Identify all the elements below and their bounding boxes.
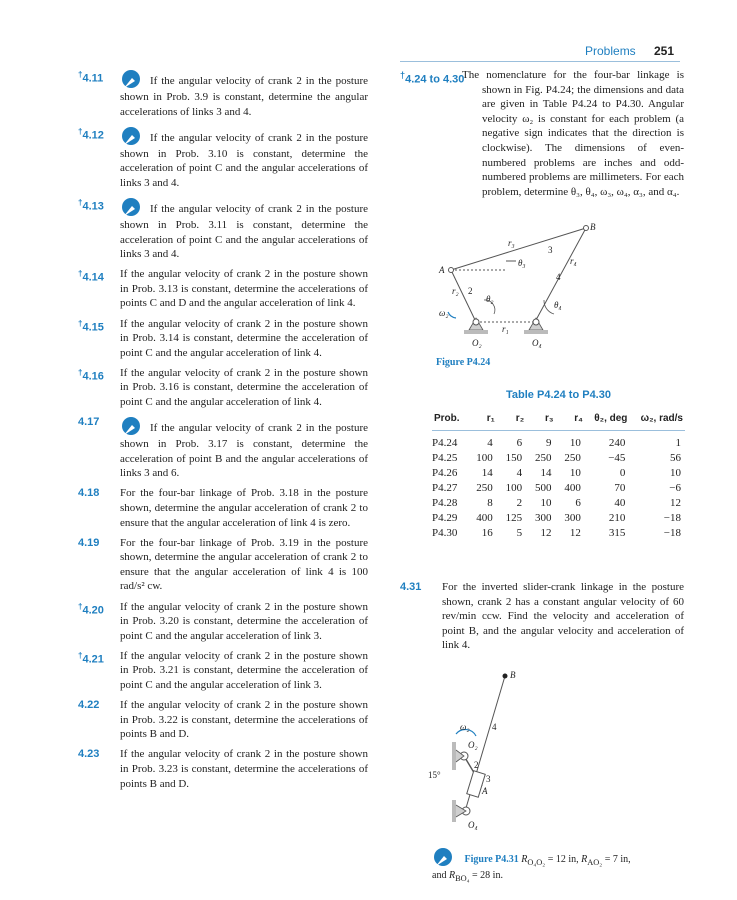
table-cell: 6 — [516, 437, 523, 449]
table-row — [432, 431, 685, 451]
running-head-section: Problems — [585, 44, 636, 58]
problem-4-14 — [78, 267, 368, 311]
problem-number: 4.18 — [78, 487, 100, 500]
problem-number: †4.11 — [78, 70, 104, 85]
table-cell: 125 — [505, 512, 523, 524]
problem-text: If the angular velocity of crank 2 in the posture shown in Prob. 3.20 is constant, determine the acceleration of point C and the angular acceleration of link 3. — [120, 600, 368, 642]
problem-number: †4.15 — [78, 318, 104, 334]
table-cell: 0 — [619, 467, 626, 479]
joint-b-icon — [584, 226, 589, 231]
label-link4: 4 — [556, 272, 561, 282]
problem-text: For the four-bar linkage of Prob. 3.18 in the posture shown, determine the angular acceleration of crank 2 to ensure that the angular acceleration of link 4 is zero. — [120, 487, 368, 529]
label-b: B — [590, 222, 596, 232]
problem-number: †4.21 — [78, 650, 104, 666]
point-b-icon — [503, 674, 508, 679]
table-row — [432, 466, 685, 481]
column-header: Prob. — [432, 409, 467, 431]
table-cell: 1 — [675, 437, 681, 449]
table-cell: 300 — [564, 512, 581, 524]
ground-pivot-o4-icon — [524, 318, 548, 334]
label-a: A — [439, 265, 445, 275]
label-link4: 4 — [492, 722, 497, 732]
table-cell: P4.30 — [432, 527, 458, 539]
table-cell: P4.24 — [432, 437, 458, 449]
table-cell: 4 — [516, 467, 523, 479]
web-resource-icon — [120, 415, 142, 437]
column-header: r₁ — [467, 409, 496, 431]
table-cell: 12 — [569, 527, 581, 539]
problem-4-31 — [400, 580, 684, 653]
ground-pivot-o2-icon — [452, 742, 468, 770]
figure-p4-31-inverted-slider-crank — [420, 668, 560, 843]
table-cell: 16 — [481, 527, 493, 539]
label-theta2: θ₂ — [486, 294, 494, 304]
table-cell: −18 — [663, 512, 681, 524]
web-resource-icon — [120, 68, 142, 90]
column-header: r₃ — [526, 409, 555, 431]
table-cell: 4 — [487, 437, 493, 449]
column-header: θ₂, deg — [585, 409, 630, 431]
label-omega2: ω₂ — [460, 722, 470, 732]
label-r3: r₃ — [508, 238, 515, 248]
problem-number: 4.22 — [78, 699, 100, 712]
problem-text: If the angular velocity of crank 2 in the posture shown in Prob. 3.10 is constant, determine the acceleration of point C and the angular accelerations of links 3 and 4. — [120, 125, 368, 191]
table-row — [432, 481, 685, 496]
table-cell: 100 — [476, 452, 493, 464]
problem-text: If the angular velocity of crank 2 in the posture shown in Prob. 3.22 is constant, determine the accelerations of points B and D. — [120, 699, 368, 741]
label-r1: r₁ — [502, 324, 509, 334]
table-cell: P4.26 — [432, 467, 458, 479]
table-cell: P4.29 — [432, 512, 458, 524]
problem-4-19 — [78, 536, 368, 594]
data-table — [432, 409, 685, 541]
problem-4-12 — [78, 125, 368, 191]
label-link3: 3 — [486, 774, 491, 784]
table-body — [432, 431, 685, 541]
table-cell: P4.27 — [432, 482, 458, 494]
label-angle: 15° — [428, 770, 441, 780]
label-o4: O₄ — [468, 820, 478, 830]
table-cell: P4.28 — [432, 497, 458, 509]
table-cell: 8 — [487, 497, 493, 509]
problem-4-23 — [78, 747, 368, 791]
left-column-problems — [78, 68, 368, 797]
table-cell: 400 — [476, 512, 493, 524]
page-number: 251 — [654, 44, 675, 58]
problem-4-21 — [78, 649, 368, 693]
problem-number: †4.12 — [78, 126, 104, 142]
table-cell: 315 — [608, 527, 626, 539]
problem-4-24-to-4-30 — [400, 68, 684, 199]
problem-text: If the angular velocity of crank 2 in the posture shown in Prob. 3.14 is constant, determine the acceleration of point C and the angular acceleration of link 4. — [120, 317, 368, 359]
problem-number: 4.23 — [78, 748, 100, 761]
web-resource-icon — [120, 125, 142, 147]
table-cell: −18 — [663, 527, 681, 539]
table-cell: 5 — [516, 527, 523, 539]
figure-caption: Figure P4.24 — [436, 357, 491, 368]
problem-text: For the four-bar linkage of Prob. 3.19 in the posture shown, determine the angular acceleration of crank 2 to ensure that the angular acceleration of link 4 is 100 rad/s² cw. — [120, 536, 368, 593]
table-cell: 2 — [516, 497, 523, 509]
problem-text: The nomenclature for the four-bar linkage is shown in Fig. P4.24; the dimensions and data are given in Table P4.24 to P4.30. Angular velocity ω₂ is constant for each problem (a negative sign indicates that the direction is clockwise). The dimensions of even-numbered problems are inches and odd-numbered problems are millimeters. For each problem, determine θ₃, θ₄, ω₃, ω₄, α₃, and α₄. — [462, 69, 684, 198]
problem-text: If the angular velocity of crank 2 in the posture shown in Prob. 3.9 is constant, determine the angular accelerations of links 3 and 4. — [120, 68, 368, 119]
problem-number: †4.16 — [78, 367, 104, 383]
problem-4-11 — [78, 68, 368, 119]
label-theta3: θ₃ — [518, 258, 526, 268]
link-2 — [451, 270, 476, 322]
problem-text: For the inverted slider-crank linkage in the posture shown, crank 2 has a constant angular velocity of 60 rev/min ccw. Find the velocity and acceleration of point B, and the angular velocity and acceleration of link 4. — [442, 581, 684, 652]
table-cell: 150 — [505, 452, 523, 464]
table-cell: 70 — [614, 482, 626, 494]
problem-text: If the angular velocity of crank 2 in the posture shown in Prob. 3.21 is constant, determine the acceleration of point C and the angular acceleration of link 3. — [120, 649, 368, 691]
figure-label: Figure P4.31 — [464, 854, 519, 865]
table-cell: 9 — [546, 437, 552, 449]
table-cell: 12 — [670, 497, 681, 509]
label-a: A — [482, 786, 488, 796]
table-cell: 12 — [540, 527, 552, 539]
omega-2-arrow-icon — [448, 312, 456, 318]
caption-math: $R_{O_4O_2} = 12$ in, $R_{AO_2} = 7$ in, and $R_{BO_4} = 28$ in. — [432, 854, 631, 883]
problem-number: 4.31 — [400, 581, 422, 593]
table-cell: 250 — [476, 482, 493, 494]
label-link2: 2 — [468, 286, 473, 296]
table-header-row — [432, 409, 685, 431]
table-title: Table P4.24 to P4.30 — [506, 389, 611, 401]
problem-text: If the angular velocity of crank 2 in the posture shown in Prob. 3.11 is constant, determine the acceleration of point C and the angular accelerations of links 3 and 4. — [120, 196, 368, 262]
problem-number: †4.20 — [78, 601, 104, 617]
table-cell: 56 — [670, 452, 681, 464]
table-row — [432, 451, 685, 466]
problem-text: If the angular velocity of crank 2 in the posture shown in Prob. 3.13 is constant, determine the accelerations of points C and D and the angular acceleration of link 4. — [120, 268, 368, 310]
table-cell: −6 — [669, 482, 681, 494]
label-link3: 3 — [548, 245, 553, 255]
problem-4-20 — [78, 600, 368, 644]
table-cell: 10 — [569, 467, 581, 479]
table-cell: 6 — [575, 497, 581, 509]
problem-4-17 — [78, 415, 368, 481]
table-cell: 250 — [564, 452, 581, 464]
problem-number: 4.17 — [78, 416, 100, 429]
ground-pivot-o2-icon — [464, 318, 488, 334]
label-link2: 2 — [474, 760, 479, 770]
label-o2: O₂ — [472, 338, 482, 348]
column-header: ω₂, rad/s — [629, 409, 685, 431]
problem-4-22 — [78, 698, 368, 742]
table-cell: 400 — [564, 482, 581, 494]
table-row — [432, 496, 685, 511]
column-header: r₂ — [497, 409, 526, 431]
table-cell: 500 — [535, 482, 552, 494]
label-theta4: θ₄ — [554, 300, 562, 310]
table-cell: 10 — [670, 467, 681, 479]
table-cell: 300 — [535, 512, 552, 524]
problem-text: If the angular velocity of crank 2 in the posture shown in Prob. 3.17 is constant, determine the acceleration of point B and the angular accelerations of links 3 and 6. — [120, 415, 368, 481]
problem-4-15 — [78, 317, 368, 361]
table-cell: 210 — [608, 512, 626, 524]
problem-number: †4.24 to 4.30 — [400, 70, 465, 86]
header-rule — [400, 61, 680, 62]
joint-a-icon — [449, 268, 454, 273]
web-resource-icon — [432, 846, 454, 868]
page-header — [0, 44, 737, 64]
problem-number: †4.14 — [78, 269, 104, 284]
label-o4: O₄ — [532, 338, 542, 348]
problem-text: If the angular velocity of crank 2 in the posture shown in Prob. 3.16 is constant, determine the acceleration of point C and the angular acceleration of link 4. — [120, 366, 368, 408]
problem-text: If the angular velocity of crank 2 in the posture shown in Prob. 3.23 is constant, determine the accelerations of points B and D. — [120, 748, 368, 790]
table-cell: P4.25 — [432, 452, 458, 464]
table-cell: 40 — [614, 497, 626, 509]
table-cell: 10 — [540, 497, 552, 509]
problem-4-18 — [78, 486, 368, 530]
table-cell: −45 — [608, 452, 626, 464]
right-column — [400, 68, 684, 199]
problem-4-13 — [78, 196, 368, 262]
table-cell: 14 — [540, 467, 552, 479]
label-r4: r₄ — [570, 256, 577, 266]
web-resource-icon — [120, 196, 142, 218]
table-cell: 240 — [608, 437, 626, 449]
column-header: r₄ — [556, 409, 585, 431]
table-row — [432, 526, 685, 541]
table-cell: 100 — [505, 482, 523, 494]
label-omega2: ω₂ — [439, 308, 449, 318]
label-r2: r₂ — [452, 286, 459, 296]
label-b: B — [510, 670, 516, 680]
problem-4-16 — [78, 366, 368, 410]
figure-p4-24-four-bar-linkage — [436, 222, 611, 382]
label-o2: O₂ — [468, 740, 478, 750]
table-cell: 250 — [535, 452, 552, 464]
figure-p4-31-caption — [432, 846, 692, 885]
problem-number: 4.19 — [78, 536, 100, 549]
table-row — [432, 511, 685, 526]
problem-number: †4.13 — [78, 197, 104, 213]
table-cell: 14 — [481, 467, 493, 479]
table-cell: 10 — [569, 437, 581, 449]
